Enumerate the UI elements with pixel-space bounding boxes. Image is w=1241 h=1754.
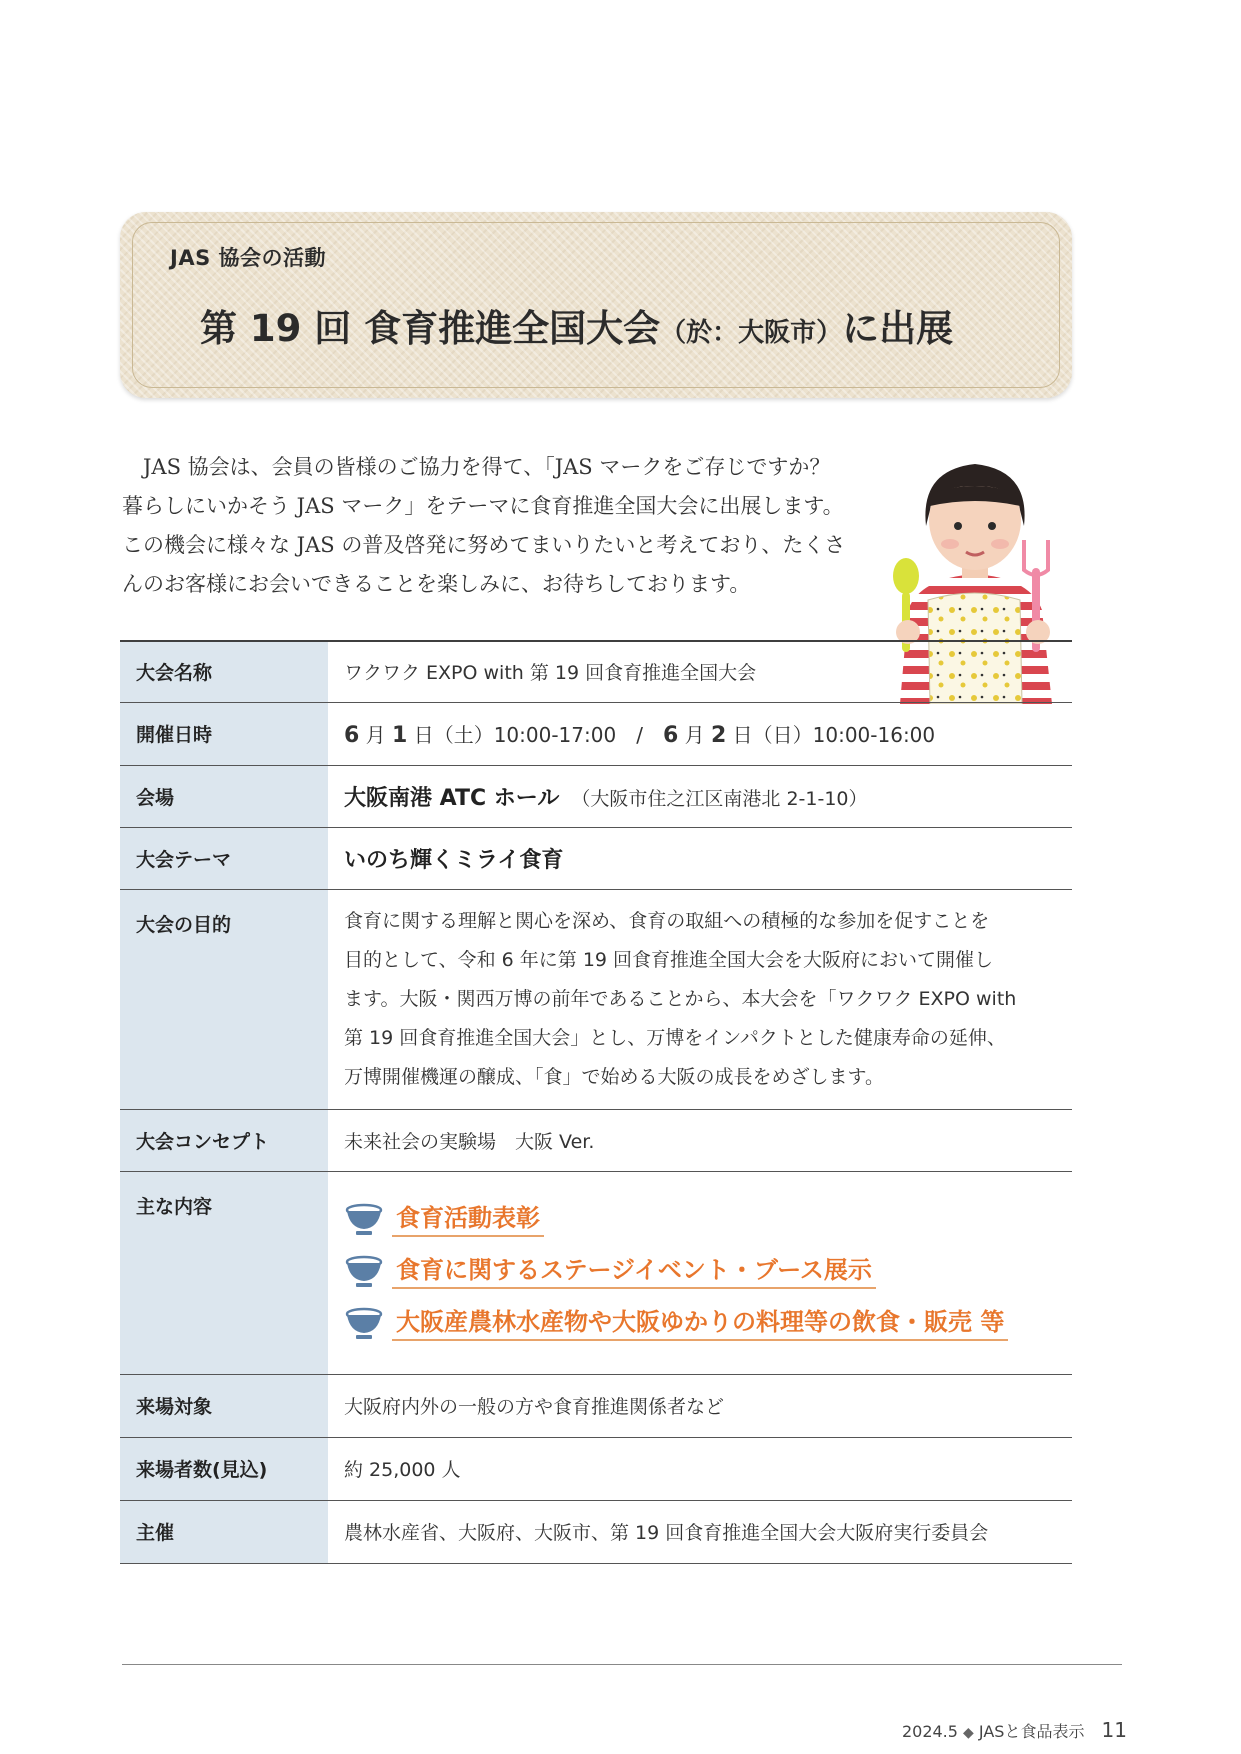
- purpose-line: 第 19 回食育推進全国大会」とし、万博をインパクトとした健康寿命の延伸、: [344, 1026, 1006, 1049]
- content-item-label: 食育活動表彰: [392, 1198, 544, 1237]
- value-event-name: ワクワク EXPO with 第 19 回食育推進全国大会: [328, 641, 1072, 702]
- title-tail: に出展: [842, 307, 954, 350]
- day-1: 1: [392, 723, 408, 748]
- row-target: [120, 1374, 1072, 1437]
- purpose-line: ます。大阪・関西万博の前年であることから、本大会を「ワクワク EXPO with: [344, 987, 1017, 1010]
- diamond-icon: ◆: [963, 1725, 974, 1741]
- value-organizer: 農林水産省、大阪府、大阪市、第 19 回食育推進全国大会大阪府実行委員会: [328, 1500, 1072, 1563]
- time-1: 日（土）10:00-17:00 /: [407, 723, 663, 747]
- month-1: 6: [344, 723, 360, 748]
- rice-bowl-icon: [344, 1198, 384, 1238]
- row-contents: [120, 1171, 1072, 1374]
- row-theme: [120, 827, 1072, 889]
- content-item: [344, 1244, 1056, 1296]
- row-event-name: [120, 641, 1072, 702]
- header-banner: [120, 212, 1072, 398]
- content-item: [344, 1192, 1056, 1244]
- intro-line: 暮らしにいかそう JAS マーク」をテーマに食育推進全国大会に出展します。: [122, 494, 844, 518]
- intro-line: JAS 協会は、会員の皆様のご協力を得て、「JAS マークをご存じですか？: [122, 455, 831, 479]
- page-title: [200, 298, 953, 352]
- issue-date: 2024.5: [901, 1722, 958, 1741]
- content-item: [344, 1296, 1056, 1348]
- intro-line: この機会に様々な JAS の普及啓発に努めてまいりたいと考えており、たくさ: [122, 533, 846, 557]
- row-organizer: [120, 1500, 1072, 1563]
- title-main: 第 19 回 食育推進全国大会: [200, 307, 661, 350]
- label-organizer: 主催: [120, 1500, 328, 1563]
- rice-bowl-icon: [344, 1250, 384, 1290]
- label-theme: 大会テーマ: [120, 827, 328, 889]
- value-visitors: 約 25,000 人: [328, 1437, 1072, 1500]
- value-contents: [328, 1171, 1072, 1374]
- time-2: 日（日）10:00-16:00: [726, 723, 936, 747]
- label-datetime: 開催日時: [120, 702, 328, 765]
- value-target: 大阪府内外の一般の方や食育推進関係者など: [328, 1374, 1072, 1437]
- row-purpose: [120, 889, 1072, 1109]
- purpose-line: 目的として、令和 6 年に第 19 回食育推進全国大会を大阪府において開催し: [344, 948, 994, 971]
- page-number: 11: [1101, 1718, 1127, 1742]
- month-unit: 月: [678, 723, 711, 747]
- row-visitors: [120, 1437, 1072, 1500]
- intro-paragraph: [122, 448, 882, 604]
- rice-bowl-icon: [344, 1302, 384, 1342]
- section-subtitle: JAS 協会の活動: [170, 246, 327, 270]
- row-datetime: [120, 702, 1072, 765]
- venue-name: 大阪南港 ATC ホール: [344, 785, 560, 811]
- month-unit: 月: [359, 723, 393, 747]
- value-venue: [328, 765, 1072, 827]
- content-item-label: 食育に関するステージイベント・ブース展示: [392, 1250, 876, 1289]
- row-venue: [120, 765, 1072, 827]
- value-datetime: [328, 702, 1072, 765]
- label-purpose: 大会の目的: [120, 889, 328, 1109]
- label-contents: 主な内容: [120, 1171, 328, 1374]
- month-2: 6: [662, 723, 679, 748]
- label-event-name: 大会名称: [120, 641, 328, 702]
- value-purpose: [328, 889, 1072, 1109]
- venue-address: （大阪市住之江区南港北 2-1-10）: [571, 787, 868, 810]
- day-2: 2: [710, 723, 727, 748]
- purpose-line: 食育に関する理解と関心を深め、食育の取組への積極的な参加を促すことを: [344, 909, 990, 932]
- purpose-line: 万博開催機運の醸成、「食」で始める大阪の成長をめざします。: [344, 1065, 884, 1088]
- label-concept: 大会コンセプト: [120, 1109, 328, 1171]
- label-venue: 会場: [120, 765, 328, 827]
- publication-name: JASと食品表示: [978, 1722, 1085, 1741]
- content-item-label: 大阪産農林水産物や大阪ゆかりの料理等の飲食・販売 等: [392, 1302, 1008, 1341]
- intro-line: んのお客様にお会いできることを楽しみに、お待ちしております。: [122, 572, 751, 596]
- value-theme-cell: [328, 827, 1072, 889]
- value-theme: いのち輝くミライ食育: [344, 847, 564, 873]
- label-target: 来場対象: [120, 1374, 328, 1437]
- page-footer: [902, 1718, 1127, 1742]
- footer-divider: [122, 1664, 1122, 1665]
- event-info-table: [120, 640, 1072, 1564]
- label-visitors: 来場者数(見込): [120, 1437, 328, 1500]
- row-concept: [120, 1109, 1072, 1171]
- value-concept: 未来社会の実験場 大阪 Ver.: [328, 1109, 1072, 1171]
- title-location: （於：大阪市）: [660, 318, 843, 348]
